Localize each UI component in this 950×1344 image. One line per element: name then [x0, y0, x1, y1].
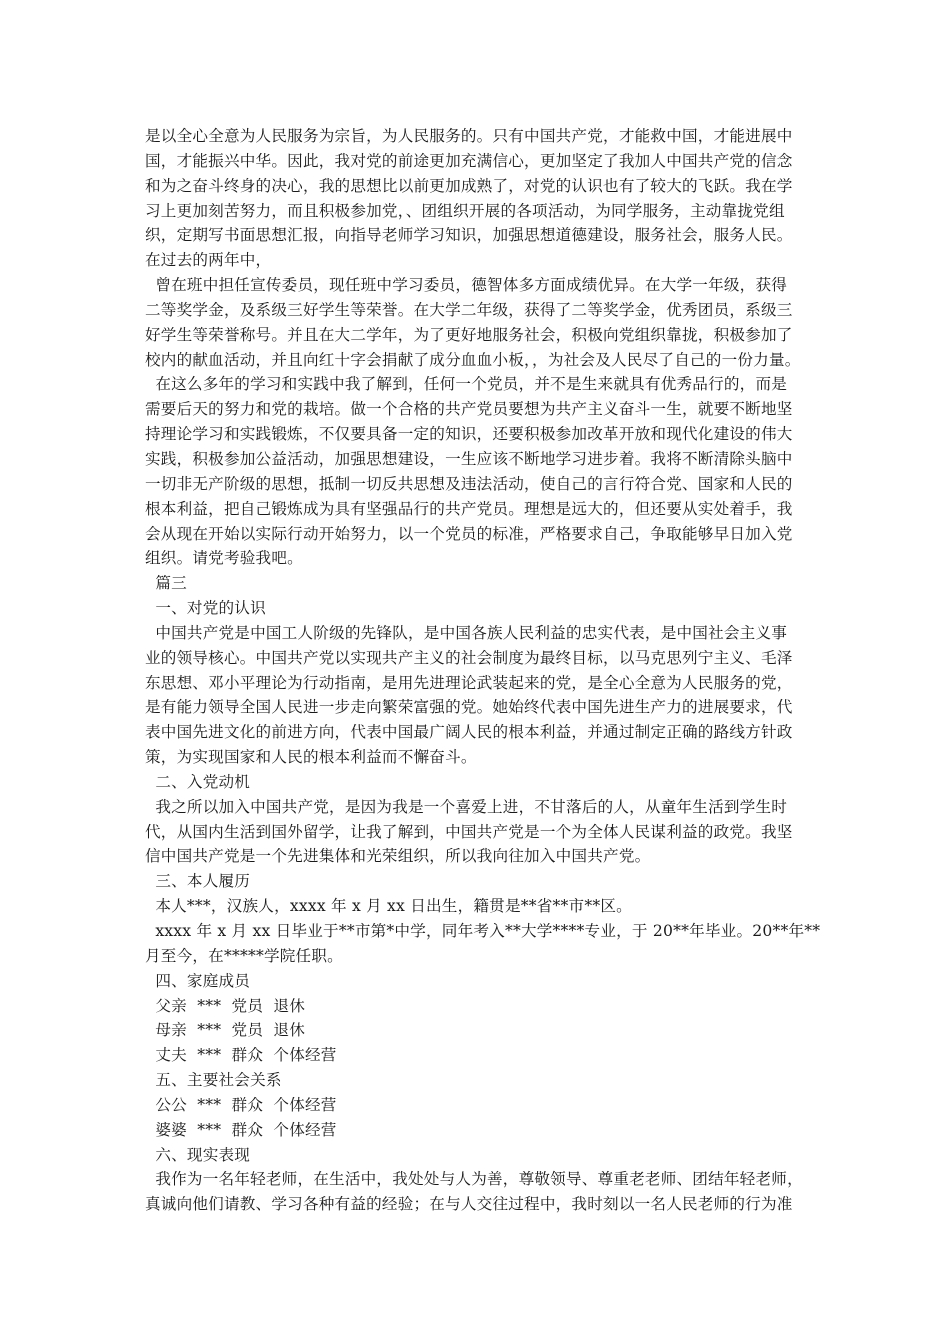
text-line: 会从现在开始以实际行动开始努力，以一个党员的标准，严格要求自己，争取能够早日加入党 [145, 524, 793, 543]
text-line: 我作为一名年轻老师，在生活中，我处处与人为善，尊敬领导、尊重老老师、团结年轻老师， [145, 1170, 803, 1189]
text-line: 国，才能振兴中华。因此，我对党的前途更加充满信心，更加坚定了我加人中国共产党的信念 [145, 151, 793, 170]
text-line: 三、本人履历 [145, 872, 251, 891]
text-line: 一切非无产阶级的思想，抵制一切反共思想及违法活动，使自己的言行符合党、国家和人民的 [145, 474, 793, 493]
text-line: 是以全心全意为人民服务为宗旨，为人民服务的。只有中国共产党，才能救中国，才能进展中 [145, 127, 793, 145]
text-line: 五、主要社会关系 [145, 1071, 282, 1090]
text-line: 四、家庭成员 [145, 971, 251, 990]
document-body [145, 124, 821, 1217]
text-line: 六、现实表现 [145, 1145, 251, 1164]
text-line: 表中国先进文化的前进方向，代表中国最广阔人民的根本利益，并通过制定正确的路线方针政 [145, 723, 793, 742]
text-line: 在过去的两年中， [145, 251, 272, 270]
text-line: 真诚向他们请教、学习各种有益的经验；在与人交往过程中，我时刻以一名人民老师的行为准 [145, 1195, 793, 1214]
text-line: 是有能力领导全国人民进一步走向繁荣富强的党。她始终代表中国先进生产力的进展要求，代 [145, 698, 793, 717]
text-line: 月至今，在*****学院任职。 [145, 946, 343, 965]
text-line: 业的领导核心。中国共产党以实现共产主义的社会制度为最终目标，以马克思列宁主义、毛泽 [145, 648, 793, 667]
text-line: 校内的献血活动，并且向红十字会捐献了成分血血小板，，为社会及人民尽了自己的一份力量。 [145, 350, 801, 369]
text-line: 实践，积极参加公益活动，加强思想建设，一生应该不断地学习进步着。我将不断清除头脑中 [145, 449, 793, 468]
text-line: 好学生等荣誉称号。并且在大二学年，为了更好地服务社会，积极向党组织靠拢，积极参加了 [145, 325, 793, 344]
text-line: 习上更加刻苦努力，而且积极参加党，、团组织开展的各项活动，为同学服务，主动靠拢党组 [145, 201, 785, 220]
text-line: 婆婆 *** 群众 个体经营 [145, 1120, 337, 1139]
text-line: 母亲 *** 党员 退休 [145, 1021, 306, 1040]
text-line: xxxx 年 x 月 xx 日毕业于**市第*中学，同年考入**大学****专业，于 20**年毕业。20**年** [145, 922, 821, 940]
text-line: 需要后天的努力和党的栽培。做一个合格的共产党员要想为共产主义奋斗一生，就要不断地坚 [145, 400, 793, 419]
text-line: 二、入党动机 [145, 772, 251, 791]
text-line: 篇三 [145, 574, 187, 593]
text-line: 根本利益，把自己锻炼成为具有坚强品行的共产党员。理想是远大的，但还要从实处着手，我 [145, 499, 793, 518]
text-line: 和为之奋斗终身的决心，我的思想比以前更加成熟了，对党的认识也有了较大的飞跃。我在学 [145, 176, 793, 195]
text-line: 公公 *** 群众 个体经营 [145, 1095, 337, 1114]
text-line: 二等奖学金，及系级三好学生等荣誉。在大学二年级，获得了二等奖学金，优秀团员，系级三 [145, 300, 793, 319]
text-line: 持理论学习和实践锻炼，不仅要具备一定的知识，还要积极参加改革开放和现代化建设的伟大 [145, 425, 793, 444]
text-line: 中国共产党是中国工人阶级的先锋队，是中国各族人民利益的忠实代表，是中国社会主义事 [145, 623, 788, 642]
text-line: 一、对党的认识 [145, 599, 266, 618]
text-line: 在这么多年的学习和实践中我了解到，任何一个党员，并不是生来就具有优秀品行的，而是 [145, 375, 788, 394]
text-line: 我之所以加入中国共产党，是因为我是一个喜爱上进，不甘落后的人，从童年生活到学生时 [145, 797, 788, 816]
text-line: 东思想、邓小平理论为行动指南，是用先进理论武装起来的党，是全心全意为人民服务的党， [145, 673, 793, 692]
text-line: 信中国共产党是一个先进集体和光荣组织，所以我向往加入中国共产党。 [145, 847, 651, 866]
text-line: 组织。请党考验我吧。 [145, 549, 303, 568]
text-line: 代，从国内生活到国外留学，让我了解到，中国共产党是一个为全体人民谋利益的政党。我坚 [145, 822, 793, 841]
text-line: 织，定期写书面思想汇报，向指导老师学习知识，加强思想道德建设，服务社会，服务人民。 [145, 226, 793, 245]
text-line: 本人***，汉族人，xxxx 年 x 月 xx 日出生，籍贯是**省**市**区。 [145, 897, 632, 916]
text-line: 曾在班中担任宣传委员，现任班中学习委员，德智体多方面成绩优异。在大学一年级，获得 [145, 276, 788, 295]
text-line: 父亲 *** 党员 退休 [145, 996, 306, 1015]
text-line: 策，为实现国家和人民的根本利益而不懈奋斗。 [145, 748, 477, 767]
text-line: 丈夫 *** 群众 个体经营 [145, 1046, 337, 1065]
